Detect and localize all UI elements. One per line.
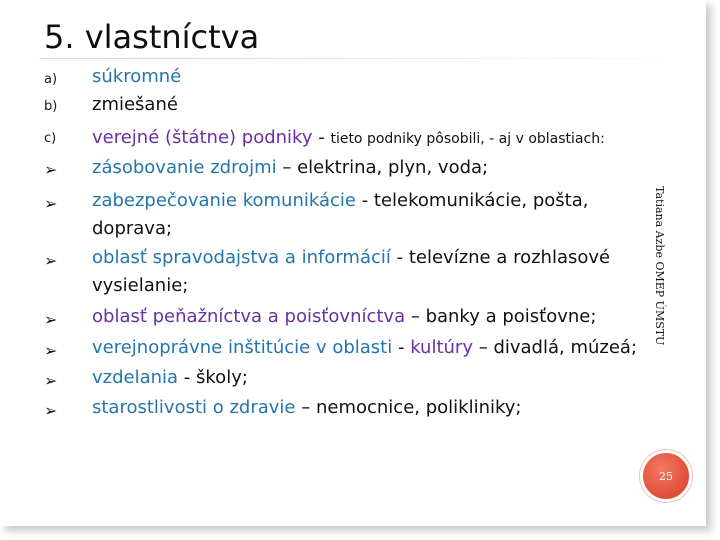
arrow-bullet-icon: ➢ [44,160,58,179]
list-item-text: vysielanie; [92,275,189,296]
page-number-badge: 25 [640,450,692,502]
list-item-text: – nemocnice, polikliniky; [295,397,522,418]
list-item-text: – banky a poisťovne; [405,306,597,327]
list-item-text: doprava; [92,218,173,239]
list-item-text: verejné (štátne) podniky [92,127,313,148]
list-item-text: zásobovanie zdrojmi [92,157,277,178]
list-item-text: oblasť spravodajstva a informácií [92,247,391,268]
list-item [92,218,172,240]
list-item-text: starostlivosti o zdravie [92,397,296,418]
list-item-text: - telekomunikácie, pošta, [355,190,589,211]
list-item-text: - televízne a rozhlasové [390,247,611,268]
list-item-text: – elektrina, plyn, voda; [276,157,489,178]
list-item [92,127,605,150]
list-item [92,306,596,328]
list-marker: a) [44,72,58,87]
list-item-text: - školy; [178,367,248,388]
list-item [92,397,521,419]
list-item [92,190,588,212]
list-item-text: kultúry [410,337,473,358]
list-item [92,94,178,116]
list-item [92,275,188,297]
list-item [92,157,488,179]
arrow-bullet-icon: ➢ [44,341,58,360]
list-item-text: - [312,127,331,148]
list-item-text: zabezpečovanie komunikácie [92,190,356,211]
vertical-author-text: Tatiana Azbe OMEP ÚMSTU [653,186,666,346]
list-item-text: verejnoprávne inštitúcie v oblasti [92,337,393,358]
arrow-bullet-icon: ➢ [44,371,58,390]
list-marker: c) [44,131,57,146]
list-item-text: – divadlá, múzeá; [473,337,638,358]
list-item [92,367,248,389]
arrow-bullet-icon: ➢ [44,194,58,213]
list-item-text: vzdelania [92,367,179,388]
list-item-text: - [392,337,411,358]
slide-title: 5. vlastníctva [44,18,260,56]
list-item-text: zmiešané [92,94,178,115]
arrow-bullet-icon: ➢ [44,310,58,329]
arrow-bullet-icon: ➢ [44,401,58,420]
list-item [92,66,181,88]
arrow-bullet-icon: ➢ [44,251,58,270]
list-item [92,337,637,359]
list-item-text: oblasť peňažníctva a poisťovníctva [92,306,406,327]
list-item-text: tieto podniky pôsobili, - aj v oblastiach: [330,131,605,147]
list-marker: b) [44,99,58,114]
list-item [92,247,610,269]
list-item-text: súkromné [92,66,182,87]
